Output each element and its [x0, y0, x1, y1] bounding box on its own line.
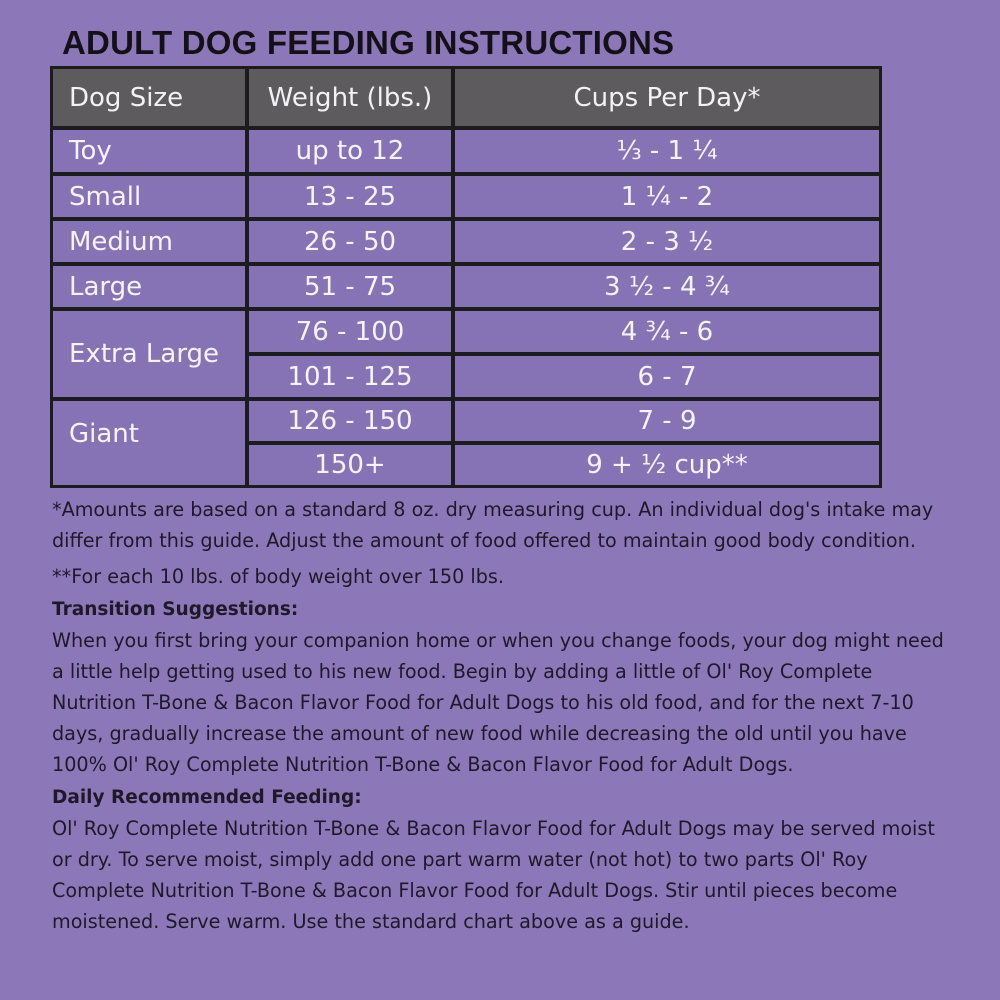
cups-cell: 4 ¾ - 6 [455, 311, 879, 352]
cups-cell: 9 + ½ cup** [455, 445, 879, 485]
size-cell-extra-large: Extra Large [53, 311, 245, 397]
cups-cell: 3 ½ - 4 ¾ [455, 266, 879, 307]
footnote-over-150: **For each 10 lbs. of body weight over 150 lbs. [52, 565, 505, 588]
cups-cell: 7 - 9 [455, 401, 879, 441]
size-cell-large: Large [53, 266, 245, 307]
weight-cell: 101 - 125 [249, 356, 451, 397]
feeding-heading: Daily Recommended Feeding: [52, 787, 362, 808]
size-cell-medium: Medium [53, 221, 245, 262]
weight-cell: 150+ [249, 445, 451, 485]
cups-cell: ⅓ - 1 ¼ [455, 130, 879, 172]
header-dog-size: Dog Size [53, 69, 245, 126]
feeding-text: Ol' Roy Complete Nutrition T-Bone & Bacon Flavor Food for Adult Dogs may be served moist or dry. To serve moist, simply add one part warm water (not hot) to two parts Ol' Roy Complete Nutrition T-Bone & Bacon Flavor Food for Adult Dogs. Stir until pieces become moistened. Serve warm. Use the standard chart above as a guide. [52, 817, 935, 933]
notes-section [52, 494, 956, 937]
cups-cell: 2 - 3 ½ [455, 221, 879, 262]
weight-cell: 126 - 150 [249, 401, 451, 441]
cups-cell: 6 - 7 [455, 356, 879, 397]
transition-text: When you first bring your companion home or when you change foods, your dog might need a little help getting used to his new food. Begin by adding a little of Ol' Roy Complete Nutrition T-Bone & Bacon Flavor Food for Adult Dogs to his old food, and for the next 7-10 days, gradually increase the amount of new food while decreasing the old until you have 100% Ol' Roy Complete Nutrition T-Bone & Bacon Flavor Food for Adult Dogs. [52, 629, 944, 776]
weight-cell: 51 - 75 [249, 266, 451, 307]
size-cell-toy: Toy [53, 130, 245, 172]
footnote-measuring-cup: *Amounts are based on a standard 8 oz. dry measuring cup. An individual dog's intake may differ from this guide. Adjust the amount of food offered to maintain good body condition. [52, 498, 934, 552]
weight-cell: up to 12 [249, 130, 451, 172]
transition-heading: Transition Suggestions: [52, 599, 299, 620]
page-title: ADULT DOG FEEDING INSTRUCTIONS [62, 24, 675, 61]
cups-cell: 1 ¼ - 2 [455, 176, 879, 217]
feeding-table [50, 66, 882, 488]
weight-cell: 76 - 100 [249, 311, 451, 352]
header-cups-per-day: Cups Per Day* [455, 69, 879, 126]
header-weight: Weight (lbs.) [249, 69, 451, 126]
size-cell-giant: Giant [53, 401, 245, 485]
weight-cell: 26 - 50 [249, 221, 451, 262]
weight-cell: 13 - 25 [249, 176, 451, 217]
size-cell-small: Small [53, 176, 245, 217]
